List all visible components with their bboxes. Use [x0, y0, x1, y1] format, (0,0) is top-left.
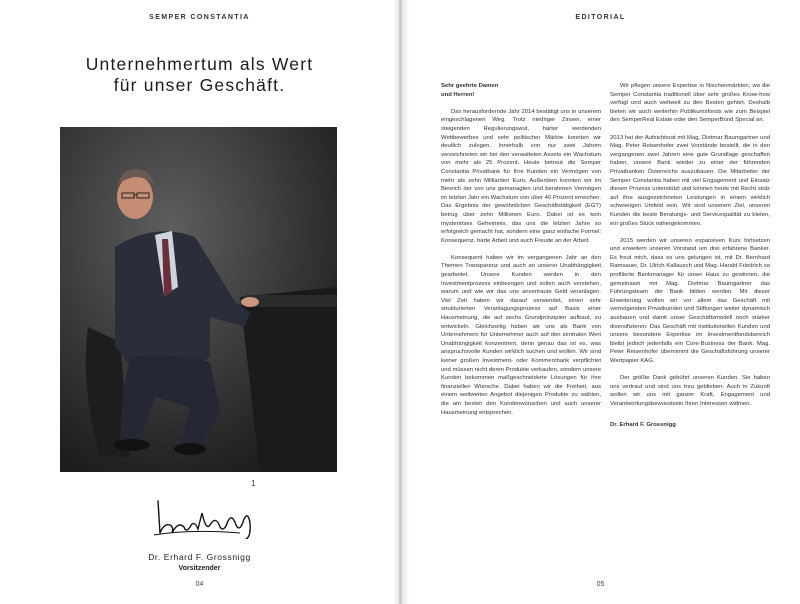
headline-line-2: für unser Geschäft.	[113, 75, 286, 95]
paragraph: Der größte Dank gebührt unseren Kunden. Sie haben uns vertraut und sind uns treu geblieben. Auch in Zukunft wollen wir uns mit ganzer Kraft, Engagement und Verantwortungsbewusstsein Ihren Interessen widmen.	[610, 375, 770, 407]
running-head-right: EDITORIAL	[575, 14, 626, 21]
portrait-photo	[60, 127, 337, 472]
paragraph: 2015 werden wir unseren expansiven Kurs fortsetzen und erweitern unseren Vorstand um drei erfahrene Banker. Es freut mich, dass es uns gelungen ist, mit Dr. Bernhard Ramsauer, Dr. Ulrich Kallausch und Mag. Harald Friedrich so profilierte Bankmanager für unser Haus zu gewinnen, die gemeinsam mit Mag. Dietmar Baumgartner das Führungsteam der Bank bilden werden. Mit dieser Erweiterung wollen wir vor allem das Geschäft mit vermögenden Privatkunden und Stiftungen weiter dynamisch ausbauen und damit unser Geschäftsmodell noch stärker diversifizieren. Das Geschäft mit institutionellen Kunden und unsere besondere Expertise im Investmentfondsbereich bleibt jedoch jedenfalls ein Core-Business der Bank. Mag. Peter Reisenhofer übernimmt die Geschäftsführung unserer Wertpapier KAG.	[610, 237, 770, 364]
salutation	[441, 82, 601, 99]
paragraph: Das herausfordernde Jahr 2014 bestätigt uns in unserem eingeschlagenen Weg. Trotz niedriger Zinsen, einer steigenden Regulierungswut, härter werdenden Wettbewerbes und sehr politischer Märkte konnten wir deutlich zulegen. Innerhalb von nur zwei Jahren verzeichneten wir bei den verwalteten Assets ein Wachstum von mehr als 25 Prozent. Heute betreut die Semper Constantia Privatbank für Ihre Kunden ein Vermögen von mehr als zehn Milliarden Euro. Außerdem konnten wir im Bereich der von uns gemanagten und beratenen Vermögen im letzten Jahr ein Wachstum von über 40 Prozent erreichen. Das Ergebnis der gewöhnlichen Geschäftstätigkeit (EGT) betrug über zehn Millionen Euro. Dabei ist es kein mysteriöses Geheimnis, das uns die letzten Jahre so erfolgreich gemacht hat, sondern eine ganz einfache Formel: Konsequenz, harte Arbeit und auch Freude an der Arbeit.	[441, 108, 601, 244]
spine-shadow	[393, 0, 409, 604]
closing-signature: Dr. Erhard F. Grossnigg	[610, 421, 676, 428]
article-column-2	[610, 82, 770, 429]
paragraph: Konsequent haben wir im vergangenen Jahr an den Themen Transparenz und auch an unserer Unabhängigkeit gearbeitet. Unsere Kunden werden in den Investmentprozess einbezogen und sollen auch verstehen, warum und wie wir das uns anvertraute Geld veranlagen. Viel Zeit haben wir darauf verwendet, einen sehr strukturierten Veranlagungsprozess auf Basis einer Hausmeinung, die auf sechs Grundprinzipien aufbaut, zu entwickeln. Gleichzeitig haben wir uns als Bank von Unternehmern für Unternehmer auch auf den zentralen Wert Unabhängigkeit konzentriert, denn genau das ist es, was anspruchsvolle Kunden wirklich suchen und wollen. Wir sind keiner großen Investment- oder Kommerzbank verpflichtet und müssen nicht deren Produkte verkaufen, sondern unsere Kunden bekommen maßgeschneiderte Lösungen für ihre finanziellen Wünsche. Dabei haben wir die Freiheit, aus einem weltweiten Angebot diejenigen Produkte zu wählen, die am besten den Kundenwünschen und auch unserer Hausmeinung entsprechen.	[441, 254, 601, 416]
page-number-right: 05	[596, 581, 605, 588]
paragraph: Wir pflegen unsere Expertise in Nischenmärkten, wo die Semper Constantia traditionell über sehr großes Know-how verfügt und auch weltweit zu den Besten gehört. Deshalb bieten wir auch weiterhin Publikumsfonds wie zum Beispiel den SemperReal Estate oder den SemperBond Special an.	[610, 83, 770, 124]
headline-line-1: Unternehmertum als Wert	[85, 54, 314, 74]
signer-role: Vorsitzender	[178, 565, 221, 572]
salutation-line-2: und Herren!	[441, 91, 475, 98]
salutation-line-1: Sehr geehrte Damen	[441, 83, 499, 89]
paragraph: 2013 hat der Aufsichtsrat mit Mag. Dietmar Baumgartner und Mag. Peter Reisenhofer zwei Vorstände bestellt, die in den vergangenen zwei Jahren eine gute Grundlage geschaffen haben, unsere Bank wieder zu einer der führenden Privatbanken Österreichs auszubauen. Die Mitarbeiter der Semper Constantia haben mit viel Engagement und Einsatz diesen Prozess unterstützt und können heute mit Recht stolz auf ihre ausgezeichneten Leistungen in einem wirklich schwierigen Umfeld sein. Wir sind unserem Ziel, unseren Kunden die beste Beratungs- und Servicequalität zu bieten, ein großes Stück nähergekommen.	[610, 134, 770, 227]
page-number-left: 04	[195, 581, 204, 588]
footnote-marker: 1	[251, 479, 256, 488]
signer-name: Dr. Erhard F. Grossnigg	[148, 552, 251, 562]
handwritten-signature	[150, 493, 260, 539]
right-page	[401, 0, 800, 604]
article-column-1	[441, 82, 601, 426]
headline	[0, 54, 399, 96]
portrait-illustration	[60, 127, 337, 472]
running-head-left: SEMPER CONSTANTIA	[149, 14, 250, 21]
left-page	[0, 0, 399, 604]
